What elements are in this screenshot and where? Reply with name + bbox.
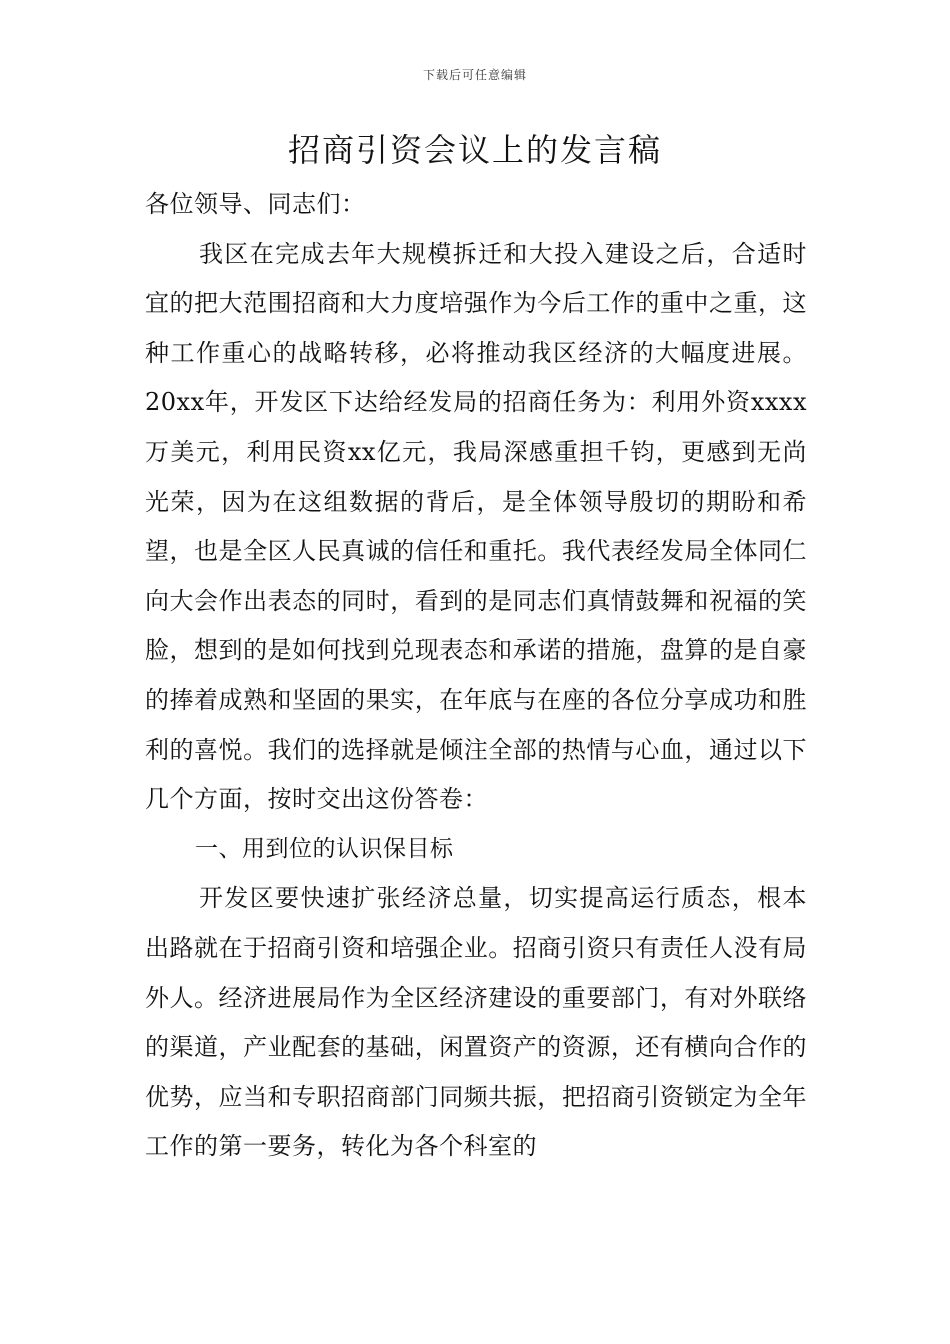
section-paragraph: 开发区要快速扩张经济总量，切实提高运行质态，根本出路就在于招商引资和培强企业。招商引资只有责任人没有局外人。经济进展局作为全区经济建设的重要部门，有对外联络的渠道，产业配套的基础，闲置资产的资源，还有横向合作的优势，应当和专职招商部门同频共振，把招商引资锁定为全年工作的第一要务，转化为各个科室的 xyxy=(145,884,807,1161)
document-title: 招商引资会议上的发言稿 xyxy=(287,131,662,169)
document-body xyxy=(145,180,807,1172)
salutation: 各位领导、同志们： xyxy=(145,190,366,218)
body-paragraph: 我区在完成去年大规模拆迁和大投入建设之后，合适时宜的把大范围招商和大力度培强作为今后工作的重中之重，这种工作重心的战略转移，必将推动我区经济的大幅度进展。20xx年，开发区下达给经发局的招商任务为：利用外资xxxx万美元，利用民资xx亿元，我局深感重担千钧，更感到无尚光荣，因为在这组数据的背后，是全体领导殷切的期盼和希望，也是全区人民真诚的信任和重托。我代表经发局全体同仁向大会作出表态的同时，看到的是同志们真情鼓舞和祝福的笑脸，想到的是如何找到兑现表态和承诺的措施，盘算的是自豪的捧着成熟和坚固的果实，在年底与在座的各位分享成功和胜利的喜悦。我们的选择就是倾注全部的热情与心血，通过以下几个方面，按时交出这份答卷： xyxy=(145,239,807,814)
header-note: 下载后可任意编辑 xyxy=(422,68,527,82)
section-heading: 一、用到位的认识保目标 xyxy=(195,835,454,862)
